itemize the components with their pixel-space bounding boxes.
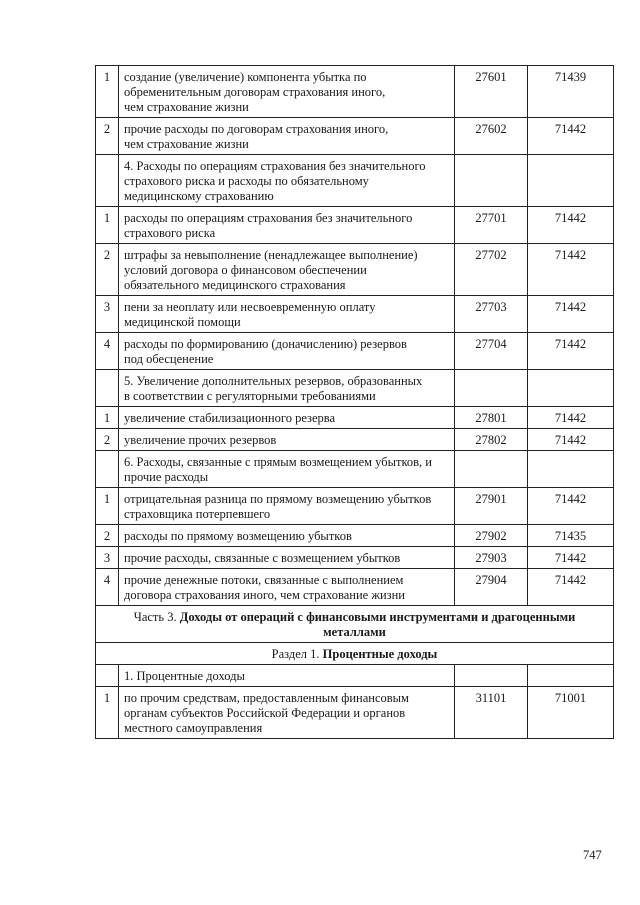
row-number: 1 xyxy=(96,687,119,739)
table-row xyxy=(96,118,614,155)
row-code: 27703 xyxy=(455,296,528,333)
table-body-income xyxy=(96,665,614,739)
row-description: штрафы за невыполнение (ненадлежащее выполнение) условий договора о финансовом обеспечении обязательного медицинского страхования xyxy=(119,244,455,296)
row-description: расходы по прямому возмещению убытков xyxy=(119,525,455,547)
row-account xyxy=(528,155,614,207)
row-description: 6. Расходы, связанные с прямым возмещением убытков, и прочие расходы xyxy=(119,451,455,488)
table-row xyxy=(96,296,614,333)
row-number: 1 xyxy=(96,407,119,429)
row-code: 27704 xyxy=(455,333,528,370)
group-heading-row xyxy=(96,451,614,488)
row-description: 1. Процентные доходы xyxy=(119,665,455,687)
table-row xyxy=(96,569,614,606)
section-heading-title: Процентные доходы xyxy=(322,647,438,661)
row-number xyxy=(96,155,119,207)
part-heading-prefix: Часть 3. xyxy=(133,610,180,624)
row-code: 27904 xyxy=(455,569,528,606)
row-account: 71442 xyxy=(528,488,614,525)
row-code xyxy=(455,451,528,488)
row-account xyxy=(528,370,614,407)
row-description: пени за неоплату или несвоевременную оплату медицинской помощи xyxy=(119,296,455,333)
row-code: 31101 xyxy=(455,687,528,739)
table-row xyxy=(96,687,614,739)
row-description: отрицательная разница по прямому возмещению убытков страховщика потерпевшего xyxy=(119,488,455,525)
row-description: увеличение прочих резервов xyxy=(119,429,455,451)
row-number xyxy=(96,451,119,488)
row-description: прочие расходы по договорам страхования иного, чем страхование жизни xyxy=(119,118,455,155)
row-account: 71435 xyxy=(528,525,614,547)
row-description: увеличение стабилизационного резерва xyxy=(119,407,455,429)
row-account: 71442 xyxy=(528,569,614,606)
table-row xyxy=(96,525,614,547)
row-number: 2 xyxy=(96,118,119,155)
row-number: 1 xyxy=(96,66,119,118)
table-row xyxy=(96,407,614,429)
row-number: 3 xyxy=(96,296,119,333)
section-heading xyxy=(96,643,614,665)
table-row xyxy=(96,333,614,370)
row-code: 27801 xyxy=(455,407,528,429)
row-account xyxy=(528,451,614,488)
row-number: 2 xyxy=(96,525,119,547)
row-description: 5. Увеличение дополнительных резервов, образованных в соответствии с регуляторными требованиями xyxy=(119,370,455,407)
row-account: 71442 xyxy=(528,547,614,569)
table-body-expenses xyxy=(96,66,614,606)
group-heading-row xyxy=(96,665,614,687)
part-heading-row xyxy=(96,606,614,643)
row-description: создание (увеличение) компонента убытка по обременительным договорам страхования иного, чем страхование жизни xyxy=(119,66,455,118)
row-description: прочие денежные потоки, связанные с выполнением договора страхования иного, чем страхование жизни xyxy=(119,569,455,606)
row-code xyxy=(455,665,528,687)
row-description: расходы по формированию (доначислению) резервов под обесценение xyxy=(119,333,455,370)
row-code: 27701 xyxy=(455,207,528,244)
table-row xyxy=(96,429,614,451)
table-row xyxy=(96,207,614,244)
row-number xyxy=(96,370,119,407)
row-account: 71442 xyxy=(528,333,614,370)
row-account: 71442 xyxy=(528,407,614,429)
row-account: 71442 xyxy=(528,118,614,155)
row-account: 71442 xyxy=(528,296,614,333)
row-code: 27902 xyxy=(455,525,528,547)
row-account: 71442 xyxy=(528,429,614,451)
table-row xyxy=(96,488,614,525)
row-number xyxy=(96,665,119,687)
table-body-headings xyxy=(96,606,614,665)
part-heading-title: Доходы от операций с финансовыми инструментами и драгоценными металлами xyxy=(179,610,576,639)
row-number: 3 xyxy=(96,547,119,569)
row-account: 71439 xyxy=(528,66,614,118)
group-heading-row xyxy=(96,155,614,207)
row-code xyxy=(455,155,528,207)
row-number: 1 xyxy=(96,207,119,244)
row-code: 27702 xyxy=(455,244,528,296)
row-code: 27601 xyxy=(455,66,528,118)
row-account xyxy=(528,665,614,687)
page-number: 747 xyxy=(583,848,602,862)
table-row xyxy=(96,66,614,118)
row-description: 4. Расходы по операциям страхования без значительного страхового риска и расходы по обязательному медицинскому страхованию xyxy=(119,155,455,207)
section-heading-row xyxy=(96,643,614,665)
row-description: по прочим средствам, предоставленным финансовым органам субъектов Российской Федерации и органов местного самоуправления xyxy=(119,687,455,739)
group-heading-row xyxy=(96,370,614,407)
row-account: 71442 xyxy=(528,244,614,296)
row-account: 71442 xyxy=(528,207,614,244)
table-row xyxy=(96,244,614,296)
row-number: 4 xyxy=(96,333,119,370)
row-code: 27903 xyxy=(455,547,528,569)
row-number: 1 xyxy=(96,488,119,525)
row-number: 2 xyxy=(96,429,119,451)
row-code: 27602 xyxy=(455,118,528,155)
row-number: 4 xyxy=(96,569,119,606)
row-description: прочие расходы, связанные с возмещением убытков xyxy=(119,547,455,569)
part-heading xyxy=(96,606,614,643)
row-description: расходы по операциям страхования без значительного страхового риска xyxy=(119,207,455,244)
section-heading-prefix: Раздел 1. xyxy=(271,647,323,661)
row-code xyxy=(455,370,528,407)
accounts-table xyxy=(95,65,614,739)
row-account: 71001 xyxy=(528,687,614,739)
row-code: 27901 xyxy=(455,488,528,525)
row-number: 2 xyxy=(96,244,119,296)
row-code: 27802 xyxy=(455,429,528,451)
table-row xyxy=(96,547,614,569)
